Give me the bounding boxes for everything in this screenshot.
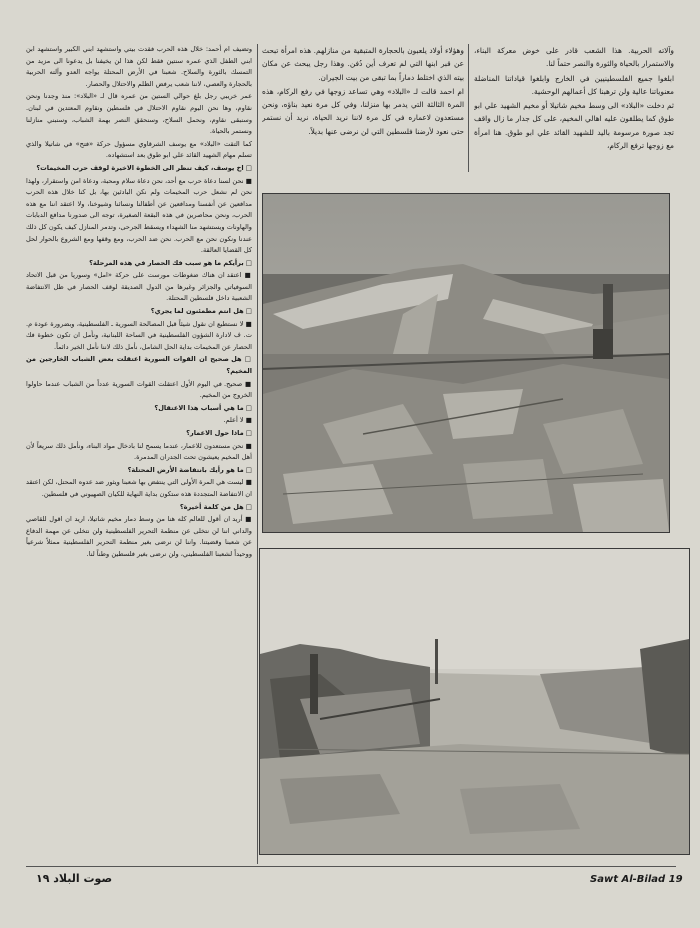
interview-question: □ برأيكم ما هو سبب فك الحصار في هذه المرحلة؟ <box>26 258 252 270</box>
paragraph: عمر خريبي رجل بلغ حوالي الستين من عمره قال لـ «البلاد»: منذ وجدنا ونحن نقاوم، وها نحن اليوم نقاوم الاحتلال في فلسطين ونقاوم المعتدين في لبنان. وسنبقى نقاوم، ونحمل السلاح، وسنحقق النصر بهمة الشباب، وسنبني منازلنا ونستمر بالحياة. <box>26 92 252 136</box>
footer-left <box>590 874 683 885</box>
interview-answer: ■ اعتقد ان هناك ضغوطات مورست على حركة «امل» وسوريا من قبل الاتحاد السوفياتي والجزائر وغيرها من الدول الصديقة لوقف الحصار في ظل الانتفاضة الشعبية داخل فلسطين المحتلة. <box>26 270 252 305</box>
interview-question: □ ماذا حول الاعمار؟ <box>26 428 252 440</box>
interview-question: □ هل صحيح ان القوات السورية اعتقلت بعض الشباب الخارجين من المخيم؟ <box>26 354 252 377</box>
interview-question: □ ما هو رأيك بانتفاضة الأرض المحتلة؟ <box>26 465 252 477</box>
photo-rubble-ruins <box>262 193 670 533</box>
interview-answer: ■ نحن مستعدون للاعمار، عندما يسمح لنا بادخال مواد البناء، ونأمل ذلك سريعاً لأن أهل المخيم يعيشون تحت الجدران المدمرة. <box>26 441 252 464</box>
interview-answer: ■ لا أعلم. <box>26 415 252 427</box>
interview-question: □ هل من كلمة أخيرة؟ <box>26 502 252 514</box>
interview-answer: ■ لا نستطيع ان نقول شيئاً قبل المصالحة السورية ـ الفلسطينية، وبضرورة عودة م. ت. ف لادارة الشؤون الفلسطينية في الساحة اللبنانية، ونأمل ان تكون خطوة فك الحصار عن المخيمات بداية الحل الشامل، نأمل ذلك لاننا نأمل الخير دائماً. <box>26 319 252 354</box>
paragraph: كما التقت «البلاد» مع يوسف الشرقاوي مسؤول حركة «فتح» في شاتيلا والذي تسلم مهام الشهيد القائد علي ابو طوق بعد استشهاده. <box>26 139 252 160</box>
photo-destroyed-street <box>259 548 690 855</box>
page-number-arabic: ١٩ <box>36 872 50 885</box>
column-divider <box>468 44 469 172</box>
paragraph: وآلاته الحربية. هذا الشعب قادر على خوض معركة البناء، والاستمرار بالحياة والثورة والنصر حتماً لنا. <box>474 46 674 69</box>
interview-answer: ■ صحيح. في اليوم الأول اعتقلت القوات السورية عدداً من الشباب عندما حاولوا الخروج من المخيم. <box>26 379 252 402</box>
paragraph: وتضيف ام أحمد: خلال هذه الحرب فقدت بيتي واستشهد ابني الكبير واستشهد ابن ابني الطفل الذي عمره سنتين فقط لكن هذا لن يخيفنا بل يدعونا الى مزيد من التمسك بالثورة والسلاح. شعبنا في الأرض المحتلة يواجه العدو وآلته الحربية بالحجارة والعصي، لاننا شعب يرفض الظلم والاحتلال والحصار. <box>26 45 252 88</box>
paragraph: وهؤلاء أولاد يلعبون بالحجارة المتبقية من منازلهم. هذه امرأة تبحث عن قبر ابنها التي لم تعرف أين دُفن. وهذا رجل يبحث عن مكان بيته الذي اختلط دماراً بما تبقى من بيت الجيران. <box>262 46 464 82</box>
magazine-name-latin: Sawt Al-Bilad <box>590 874 666 885</box>
interview-answer: ■ نحن لسنا دعاة حرب مع أحد، نحن دعاة سلام ومحبة، ودعاة امن واستقرار، ولهذا نحن لم نشعل حرب المخيمات ولم نكن البادئين بها، بل كنا خلال هذه الحرب مدافعين عن أنفسنا ومدافعين عن أطفالنا ونسائنا وشيوخنا، ولا اعتقد اننا مع هذه الحرب، ونحن محاصرين في هذه البقعة الصغيرة، توجه الى صدورنا مدافع الدبابات والهاونات ويستشهد منا الشهداء ويسقط الجرحى، وتدمر المنازل كيف يكون كل ذلك عندنا ونكون نحن مع الحرب. نحن ضد الحرب، ومع وقفها ومع الشروع بالحوار لحل كل القضايا العالقة. <box>26 176 252 257</box>
paragraph: ام احمد قالت لـ «البلاد» وهي تساعد زوجها في رفع الركام، هذه المرة الثالثة التي يدمر بها منزلنا، وفي كل مرة نعيد بناؤه، ونحن مستعدون لاعماره في كل مرة لاننا نريد الحياة، نريد أن نستمر حتى نعود لأرضنا فلسطين التي لن نرضى عنها بديلاً. <box>262 86 464 136</box>
footer-rule <box>26 866 676 867</box>
interview-answer: ■ ليست هي المرة الأولى التي ينتفض بها شعبنا ويثور ضد عدوه المحتل، لكن اعتقد ان الانتفاضة المتجددة هذه ستكون بداية النهاية للكيان الصهيوني في فلسطين. <box>26 477 252 500</box>
interview-answer: ■ أريد ان أقول للعالم كله هنا من وسط دمار مخيم شاتيلا، اريد ان اقول للقاصي والداني اننا لن نتخلى عن منظمة التحرير الفلسطينية ولن نتخلى عن مهمة الدفاع عن شعبنا وقضيتنا. واننا لن نرضى بغير منظمة التحرير الفلسطينية ممثلاً شرعياً ووحيداً لشعبنا الفلسطيني، ولن نرضى بغير فلسطين وطناً لنا. <box>26 514 252 560</box>
article-column-top-middle <box>262 44 464 178</box>
interview-question: □ هل انتم مطمئنون لما يجري؟ <box>26 306 252 318</box>
magazine-name-arabic: صوت البلاد <box>53 872 113 885</box>
article-column-top-right <box>474 44 674 178</box>
page-number-latin: 19 <box>668 874 683 885</box>
footer-right <box>36 872 112 885</box>
article-column-left <box>26 44 252 869</box>
column-divider <box>257 44 258 864</box>
interview-question: □ اخ يوسف، كيف تنظر الى الخطوة الاخيرة لوقف حرب المخيمات؟ <box>26 163 252 175</box>
interview-question: □ ما هي أسباب هذا الاعتقال؟ <box>26 403 252 415</box>
paragraph: ثم دخلت «البلاد» الى وسط مخيم شاتيلا أو مخيم الشهيد علي ابو طوق كما يطلقون عليه اهالي المخيم، على كل جدار ما زال واقف تجد صورة مرسومة باليد للشهيد القائد علي ابو طوق. هنا امرأة مع زوجها ترفع الركام، <box>474 101 674 151</box>
paragraph: ابلغوا جميع الفلسطينيين في الخارج وابلغوا قياداتنا المناضلة معنوياتنا عالية ولن ترهبنا كل أعمالهم الوحشية. <box>474 73 674 96</box>
